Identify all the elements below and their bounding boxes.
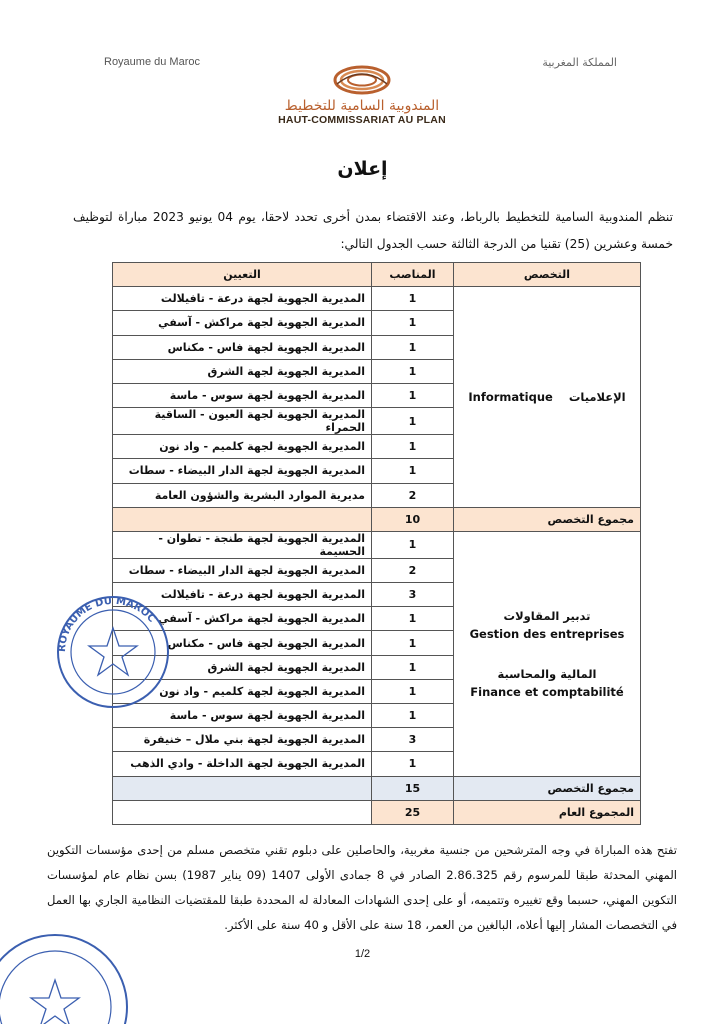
assignment-cell: المديرية الجهوية لجهة الشرق: [113, 655, 372, 679]
total-row: [113, 800, 641, 824]
official-stamp-icon: [55, 594, 171, 710]
assignment-cell: المديرية الجهوية لجهة سوس - ماسة: [113, 383, 372, 407]
specialty-fr-2: Finance et comptabilité: [470, 684, 624, 699]
table-row: [113, 531, 641, 558]
positions-cell: 1: [372, 704, 454, 728]
table-header-row: [113, 263, 641, 287]
total-value: 25: [372, 800, 454, 824]
positions-cell: 3: [372, 728, 454, 752]
assignment-cell: المديرية الجهوية لجهة الدار البيضاء - سطات: [113, 558, 372, 582]
header-specialty: التخصص: [454, 263, 641, 287]
positions-cell: 1: [372, 679, 454, 703]
assignment-cell: المديرية الجهوية لجهة كلميم - واد نون: [113, 679, 372, 703]
page-title: إعلان: [337, 158, 388, 180]
page-number: 1/2: [354, 948, 371, 960]
subtotal-row: [113, 507, 641, 531]
positions-cell: 1: [372, 531, 454, 558]
assignment-cell: المديرية الجهوية لجهة مراكش - آسفي: [113, 607, 372, 631]
header-assignment: التعيين: [113, 263, 372, 287]
header-positions: المناصب: [372, 263, 454, 287]
header-right-text: المملكة المغربية: [542, 56, 617, 69]
assignment-cell: المديرية الجهوية لجهة فاس - مكناس: [113, 335, 372, 359]
assignment-cell: المديرية الجهوية لجهة طنجة - تطوان - الحسيمة: [113, 531, 372, 558]
assignment-cell: مديرية الموارد البشرية والشؤون العامة: [113, 483, 372, 507]
official-stamp-bottom-icon: [0, 932, 130, 1024]
specialty-cell-gestion-finance: [454, 531, 641, 776]
specialty-cell-informatique: [454, 287, 641, 508]
assignment-cell: المديرية الجهوية لجهة درعة - تافيلالت: [113, 287, 372, 311]
positions-cell: 1: [372, 752, 454, 776]
positions-cell: 1: [372, 287, 454, 311]
positions-cell: 3: [372, 583, 454, 607]
assignment-cell: المديرية الجهوية لجهة الدار البيضاء - سطات: [113, 459, 372, 483]
subtotal-value: 15: [372, 776, 454, 800]
svg-text:ROYAUME DU MAROC: ROYAUME DU MAROC: [56, 595, 158, 653]
conditions-paragraph: تفتح هذه المباراة في وجه المترشحين من جنسية مغربية، والحاصلين على دبلوم تقني متخصص مسلم من إحدى مؤسسات التكوين المهني المحدثة طبقا للمرسوم رقم 2.86.325 الصادر في 8 جمادى الأولى 1407 (09 يناير 1987) بسن نظام عام لمؤسسات التكوين المهني، حسبما وقع تغييره وتتميمه، أو على إحدى الشهادات المعادلة له المحددة طبقا للمقتضيات النظامية الجاري بها العمل في التخصصات المشار إليها أعلاه، البالغين من العمر، 18 سنة على الأقل و 40 سنة على الأكثر.: [47, 843, 677, 932]
positions-cell: 2: [372, 558, 454, 582]
positions-cell: 1: [372, 631, 454, 655]
subtotal-row: [113, 776, 641, 800]
positions-cell: 2: [372, 483, 454, 507]
hcp-logo: [262, 62, 462, 126]
assignment-cell: المديرية الجهوية لجهة بني ملال – خنيفرة: [113, 728, 372, 752]
specialty-fr: Informatique: [468, 389, 553, 404]
assignment-cell: المديرية الجهوية لجهة فاس - مكناس: [113, 631, 372, 655]
assignment-cell: المديرية الجهوية لجهة الداخلة - وادي الذهب: [113, 752, 372, 776]
header-left-text: Royaume du Maroc: [104, 56, 200, 68]
subtotal-label: مجموع التخصص: [454, 776, 641, 800]
subtotal-value: 10: [372, 507, 454, 531]
intro-paragraph: تنظم المندوبية السامية للتخطيط بالرباط، وعند الاقتضاء بمدن أخرى تحدد لاحقا، يوم 04 يونيو 2023 مباراة لتوظيف خمسة وعشرين (25) تقنيا من الدرجة الثالثة حسب الجدول التالي:: [73, 210, 673, 251]
positions-cell: 1: [372, 459, 454, 483]
assignment-cell: المديرية الجهوية لجهة الشرق: [113, 359, 372, 383]
specialty-fr-1: Gestion des entreprises: [469, 626, 625, 641]
assignment-cell: المديرية الجهوية لجهة العيون - الساقية الحمراء: [113, 408, 372, 435]
positions-cell: 1: [372, 607, 454, 631]
positions-cell: 1: [372, 655, 454, 679]
positions-cell: 1: [372, 435, 454, 459]
positions-table: [112, 262, 641, 825]
assignment-cell: المديرية الجهوية لجهة سوس - ماسة: [113, 704, 372, 728]
logo-arabic-text: المندوبية السامية للتخطيط: [284, 98, 440, 114]
specialty-ar: الإعلاميات: [568, 389, 626, 404]
positions-cell: 1: [372, 408, 454, 435]
total-label: المجموع العام: [454, 800, 641, 824]
positions-cell: 1: [372, 383, 454, 407]
table-row: [113, 287, 641, 311]
hcp-emblem-icon: [331, 62, 393, 96]
positions-cell: 1: [372, 359, 454, 383]
logo-french-text: HAUT-COMMISSARIAT AU PLAN: [278, 114, 446, 126]
assignment-cell: المديرية الجهوية لجهة كلميم - واد نون: [113, 435, 372, 459]
positions-cell: 1: [372, 311, 454, 335]
specialty-ar-1: تدبير المقاولات: [503, 608, 591, 623]
assignment-cell: المديرية الجهوية لجهة مراكش - آسفي: [113, 311, 372, 335]
specialty-ar-2: المالية والمحاسبة: [497, 666, 597, 681]
positions-cell: 1: [372, 335, 454, 359]
subtotal-label: مجموع التخصص: [454, 507, 641, 531]
assignment-cell: المديرية الجهوية لجهة درعة - تافيلالت: [113, 583, 372, 607]
